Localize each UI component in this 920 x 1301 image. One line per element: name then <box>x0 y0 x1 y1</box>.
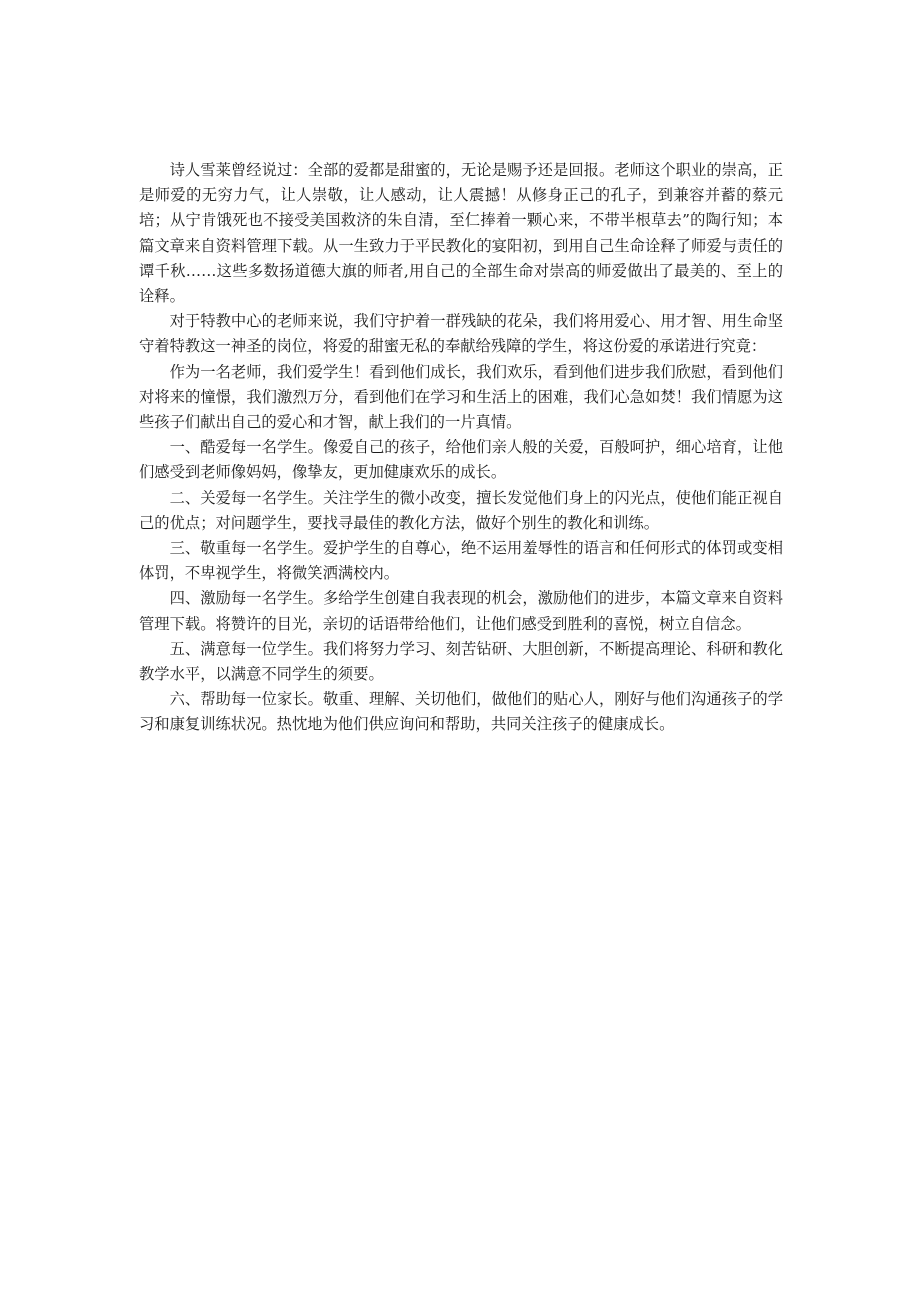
paragraph-point-2: 二、关爱每一名学生。关注学生的微小改变，擅长发觉他们身上的闪光点，使他们能正视自己的优点；对问题学生，要找寻最佳的教化方法，做好个别生的教化和训练。 <box>139 488 783 532</box>
paragraph-point-3: 三、敬重每一名学生。爱护学生的自尊心，绝不运用羞辱性的语言和任何形式的体罚或变相体罚，不卑视学生，将微笑洒满校内。 <box>139 539 783 583</box>
paragraph-point-1: 一、酷爱每一名学生。像爱自己的孩子，给他们亲人般的关爱，百般呵护，细心培育，让他们感受到老师像妈妈，像挚友，更加健康欢乐的成长。 <box>139 438 783 482</box>
document-body <box>139 158 783 738</box>
paragraph-special-education: 对于特教中心的老师来说，我们守护着一群残缺的花朵，我们将用爱心、用才智、用生命坚守着特教这一神圣的岗位，将爱的甜蜜无私的奉献给残障的学生，将这份爱的承诺进行究竟： <box>139 312 783 356</box>
paragraph-intro: 诗人雪莱曾经说过：全部的爱都是甜蜜的，无论是赐予还是回报。老师这个职业的崇高，正是师爱的无穷力气，让人崇敬，让人感动，让人震撼！从修身正己的孔子，到兼容并蓄的蔡元培；从宁肯饿死也不接受美国救济的朱自清，至仁捧着一颗心来，不带半根草去”的陶行知；本篇文章来自资料管理下载。从一生致力于平民教化的宴阳初，到用自己生命诠释了师爱与责任的谭千秋……这些多数扬道德大旗的师者,用自己的全部生命对崇高的师爱做出了最美的、至上的诠释。 <box>139 161 783 306</box>
paragraph-point-5: 五、满意每一位学生。我们将努力学习、刻苦钻研、大胆创新，不断提高理论、科研和教化教学水平，以满意不同学生的须要。 <box>139 639 783 684</box>
paragraph-point-6: 六、帮助每一位家长。敬重、理解、关切他们，做他们的贴心人，刚好与他们沟通孩子的学习和康复训练状况。热忱地为他们供应询问和帮助，共同关注孩子的健康成长。 <box>139 690 783 734</box>
paragraph-love-students: 作为一名老师，我们爱学生！看到他们成长，我们欢乐，看到他们进步我们欣慰，看到他们对将来的憧憬，我们激烈万分，看到他们在学习和生活上的困难，我们心急如焚！我们情愿为这些孩子们献出自己的爱心和才智，献上我们的一片真情。 <box>139 362 783 432</box>
paragraph-point-4: 四、激励每一名学生。多给学生创建自我表现的机会，激励他们的进步，本篇文章来自资料管理下载。将赞许的目光，亲切的话语带给他们，让他们感受到胜利的喜悦，树立自信念。 <box>139 589 783 633</box>
